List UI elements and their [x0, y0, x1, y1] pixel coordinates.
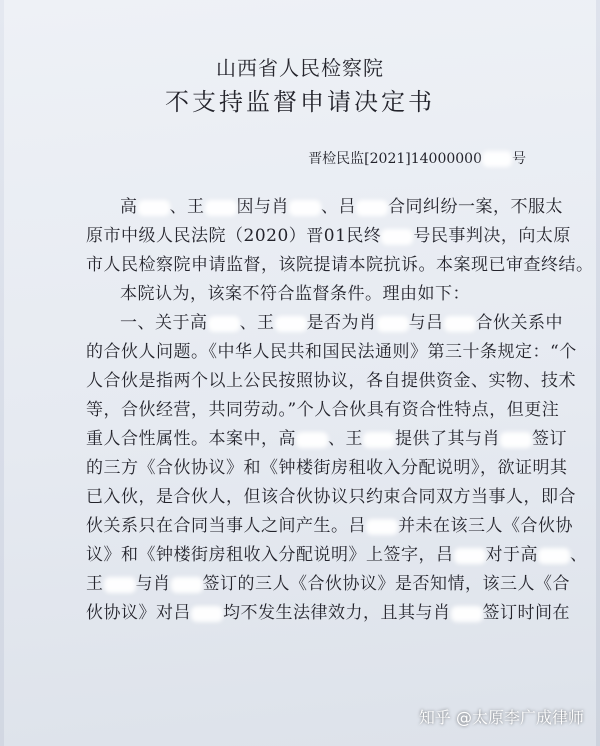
document-number-text: 晋检民监[2021]14000000: [308, 151, 482, 167]
redaction-mark: [208, 316, 240, 332]
body-line: 的合伙人问题。《中华人民共和国民法通则》第三十条规定：“个: [86, 342, 577, 362]
body-line: 伙关系只在合同当事人之间产生。吕 并未在该三人《合伙协: [86, 516, 573, 536]
body-line: 原市中级人民法院（2020）晋01民终 号民事判决，向太原: [86, 226, 571, 246]
body-line: 已入伙，是合伙人，但该合伙协议只约束合同双方当事人，即合: [86, 487, 576, 507]
document-number: [308, 148, 526, 168]
redaction-mark: [296, 432, 328, 448]
body-line: 议》和《钟楼街房租收入分配说明》上签字，吕 对于高 、: [86, 545, 588, 565]
body-line: 市人民检察院申请监督，该院提请本院抗诉。本案现已审查终结。: [86, 255, 594, 275]
redaction-mark: [205, 200, 237, 216]
redaction-mark: [500, 432, 532, 448]
document-number-suffix: 号: [512, 151, 526, 167]
redaction-mark: [366, 519, 398, 535]
redaction-mark: [275, 316, 307, 332]
redaction-mark: [191, 606, 223, 622]
body-line: 的三方《合伙协议》和《钟楼街房租收入分配说明》，欲证明其: [86, 458, 568, 478]
body-line: 人合伙是指两个以上公民按照协议，各自提供资金、实物、技术: [86, 371, 576, 391]
redaction-mark: [289, 200, 321, 216]
redaction-mark: [171, 577, 203, 593]
watermark: 知乎 @太原李广成律师: [418, 708, 584, 727]
redaction-mark: [104, 577, 136, 593]
document-page: [4, 0, 596, 746]
redaction-mark: [538, 548, 570, 564]
redaction-mark: [444, 316, 476, 332]
redaction-mark: [363, 432, 395, 448]
body-line: 伙协议》对吕 均不发生法律效力，且其与肖 签订时间在: [86, 603, 570, 623]
issuer-name: 山西省人民检察院: [216, 56, 384, 80]
redaction-mark: [377, 316, 409, 332]
redaction-mark: [482, 151, 512, 167]
body-line: 王 与肖 签订的三人《合伙协议》是否知情，该三人《合: [86, 574, 570, 594]
body-line: 等，合伙经营，共同劳动。”个人合伙具有资合性特点，但更注: [86, 400, 560, 420]
body-line: 一、关于高 、王 是否为肖 与吕 合伙关系中: [120, 313, 563, 333]
body-line: 重人合性属性。本案中，高 、王 提供了其与肖 签订: [86, 429, 567, 449]
redaction-mark: [451, 606, 483, 622]
redaction-mark: [138, 200, 170, 216]
document-title: 不支持监督申请决定书: [165, 88, 435, 116]
redaction-mark: [454, 548, 486, 564]
redaction-mark: [381, 229, 413, 245]
document-body: [86, 193, 594, 628]
redaction-mark: [356, 200, 388, 216]
body-line: 高 、王 因与肖 、吕 合同纠纷一案，不服太: [120, 197, 563, 217]
body-line: 本院认为，该案不符合监督条件。理由如下：: [120, 284, 470, 304]
